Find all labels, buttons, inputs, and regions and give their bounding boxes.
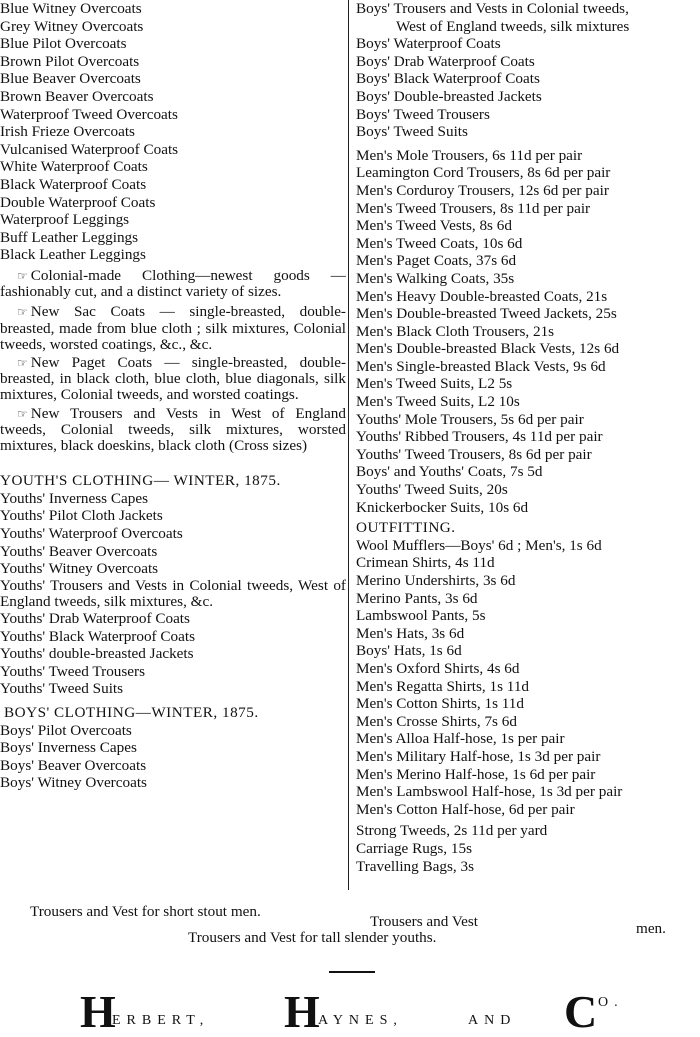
firm-name <box>72 985 632 1037</box>
list-item: Travelling Bags, 3s <box>356 857 474 875</box>
list-item: Men's Paget Coats, 37s 6d <box>356 252 517 270</box>
notice-paragraph: ☞ New Paget Coats — single-breasted, double-breasted, in black cloth, blue cloth, blue diagonals, silk mixtures, Colonial tweeds, and worsted coatings. <box>0 353 346 404</box>
list-item: Youths' double-breasted Jackets <box>0 645 194 663</box>
list-item: Men's Alloa Half-hose, 1s per pair <box>356 730 565 748</box>
misc-list <box>356 822 700 875</box>
outfitting-heading: OUTFITTING. <box>356 519 456 537</box>
list-item: Men's Cotton Half-hose, 6d per pair <box>356 800 575 818</box>
firm-word: ERBERT, <box>112 1013 210 1028</box>
list-item: Men's Double-breasted Tweed Jackets, 25s <box>356 305 617 323</box>
list-item: Men's Crosse Shirts, 7s 6d <box>356 712 517 730</box>
list-item: Youths' Tweed Trousers <box>0 662 146 680</box>
list-item: West of England tweeds, silk mixtures <box>396 17 630 35</box>
list-item: Brown Pilot Overcoats <box>0 52 140 70</box>
list-item: Men's Heavy Double-breasted Coats, 21s <box>356 287 608 305</box>
list-item: Youths' Tweed Suits <box>0 680 124 698</box>
youths-clothing-heading: YOUTH'S CLOTHING— WINTER, 1875. <box>0 472 281 490</box>
list-item: Boys' Trousers and Vests in Colonial tweeds, <box>356 0 629 17</box>
list-item: Waterproof Tweed Overcoats <box>0 105 178 123</box>
notice-paragraph: ☞ New Trousers and Vests in West of England tweeds, Colonial tweeds, silk mixtures, worsted mixtures, black doeskins, black cloth (Cross sizes) <box>0 404 346 454</box>
list-item: Men's Cotton Shirts, 1s 11d <box>356 695 524 713</box>
list-item: Youths' Black Waterproof Coats <box>0 627 196 645</box>
list-item: Men's Walking Coats, 35s <box>356 269 515 287</box>
list-item: Crimean Shirts, 4s 11d <box>356 554 495 572</box>
list-item: Vulcanised Waterproof Coats <box>0 140 179 158</box>
list-item: Boys' Double-breasted Jackets <box>356 87 542 105</box>
list-item: Men's Mole Trousers, 6s 11d per pair <box>356 146 583 164</box>
list-item: Double Waterproof Coats <box>0 193 156 211</box>
list-item: Waterproof Leggings <box>0 211 130 229</box>
list-item: Boys' Hats, 1s 6d <box>356 642 462 660</box>
list-item: Buff Leather Leggings <box>0 228 139 246</box>
footer-line: Trousers and Vest for tall slender youths. <box>188 929 437 946</box>
list-item: Blue Pilot Overcoats <box>0 35 127 53</box>
list-item: Men's Tweed Vests, 8s 6d <box>356 217 512 235</box>
list-item: Youths' Mole Trousers, 5s 6d per pair <box>356 410 584 428</box>
firm-word: O. <box>598 995 624 1010</box>
list-item: Boys' Witney Overcoats <box>0 774 147 792</box>
list-item: Youths' Tweed Trousers, 8s 6d per pair <box>356 445 592 463</box>
list-item: Boys' Pilot Overcoats <box>0 721 132 739</box>
footer-line: men. <box>636 920 666 937</box>
list-item: Men's Regatta Shirts, 1s 11d <box>356 677 530 695</box>
firm-word: AYNES, <box>318 1013 403 1028</box>
youths-list <box>0 490 346 698</box>
list-item: Youths' Trousers and Vests in Colonial tweeds, West of England tweeds, silk mixtures, &c. <box>0 576 346 610</box>
overcoat-list <box>0 0 346 264</box>
list-item: Merino Pants, 3s 6d <box>356 589 478 607</box>
list-item: Lambswool Pants, 5s <box>356 607 486 625</box>
list-item: Carriage Rugs, 15s <box>356 839 472 857</box>
left-column <box>0 0 346 792</box>
list-item: Youths' Ribbed Trousers, 4s 11d per pair <box>356 428 603 446</box>
list-item: Boys' Inverness Capes <box>0 739 137 757</box>
list-item: Men's Double-breasted Black Vests, 12s 6d <box>356 340 620 358</box>
list-item: Youths' Beaver Overcoats <box>0 542 158 560</box>
boys-right-list <box>356 35 700 141</box>
list-item: Men's Tweed Coats, 10s 6d <box>356 234 523 252</box>
list-item: Men's Oxford Shirts, 4s 6d <box>356 659 520 677</box>
list-item: Men's Black Cloth Trousers, 21s <box>356 322 555 340</box>
list-item: Boys' Waterproof Coats <box>356 35 501 53</box>
list-item: Boys' Tweed Suits <box>356 123 468 141</box>
list-item: Grey Witney Overcoats <box>0 17 144 35</box>
list-item: Men's Tweed Trousers, 8s 11d per pair <box>356 199 591 217</box>
list-item: Men's Lambswool Half-hose, 1s 3d per pair <box>356 783 623 801</box>
footer-line: Trousers and Vest <box>370 913 479 930</box>
list-item: Men's Merino Half-hose, 1s 6d per pair <box>356 765 596 783</box>
list-item: Men's Hats, 3s 6d <box>356 624 465 642</box>
column-divider <box>348 0 349 890</box>
outfitting-list <box>356 537 700 819</box>
boys-clothing-heading: BOYS' CLOTHING—WINTER, 1875. <box>4 704 259 722</box>
list-item: Boys' Tweed Trousers <box>356 105 490 123</box>
list-item: Knickerbocker Suits, 10s 6d <box>356 498 529 516</box>
list-item: Strong Tweeds, 2s 11d per yard <box>356 822 548 840</box>
list-item: Men's Tweed Suits, L2 10s <box>356 393 520 411</box>
mens-list <box>356 147 700 516</box>
list-item: White Waterproof Coats <box>0 158 148 176</box>
list-item: Youths' Pilot Cloth Jackets <box>0 507 163 525</box>
list-item: Youths' Waterproof Overcoats <box>0 524 183 542</box>
list-item: Leamington Cord Trousers, 8s 6d per pair <box>356 164 611 182</box>
list-item: Men's Military Half-hose, 1s 3d per pair <box>356 747 601 765</box>
list-item: Men's Corduroy Trousers, 12s 6d per pair <box>356 181 609 199</box>
list-item: Men's Single-breasted Black Vests, 9s 6d <box>356 357 606 375</box>
list-item: Black Waterproof Coats <box>0 175 147 193</box>
list-item: Men's Tweed Suits, L2 5s <box>356 375 513 393</box>
pointing-hand-icon: ☞ <box>17 305 28 320</box>
list-item: Youths' Tweed Suits, 20s <box>356 481 508 499</box>
list-item: Youths' Witney Overcoats <box>0 560 159 578</box>
notice-paragraph: ☞ Colonial-made Clothing—newest goods —fashionably cut, and a distinct variety of sizes. <box>0 266 346 301</box>
list-item: Boys' Beaver Overcoats <box>0 756 147 774</box>
list-item: Blue Witney Overcoats <box>0 0 142 17</box>
list-item: Wool Mufflers—Boys' 6d ; Men's, 1s 6d <box>356 536 602 554</box>
list-item: Blue Beaver Overcoats <box>0 70 141 88</box>
list-item: Brown Beaver Overcoats <box>0 87 154 105</box>
firm-initial: C <box>564 986 598 1037</box>
firm-initial: H <box>80 986 116 1037</box>
list-item: Youths' Drab Waterproof Coats <box>0 610 190 628</box>
list-item: Boys' Black Waterproof Coats <box>356 70 540 88</box>
firm-word: AND <box>468 1013 517 1028</box>
firm-initial: H <box>284 986 320 1037</box>
pointing-hand-icon: ☞ <box>17 268 28 283</box>
right-column <box>356 0 700 875</box>
pointing-hand-icon: ☞ <box>17 406 28 421</box>
notice-paragraph: ☞ New Sac Coats — single-breasted, double-breasted, made from blue cloth ; silk mixtures, Colonial tweeds, worsted coatings, &c., &c. <box>0 303 346 353</box>
footer-line: Trousers and Vest for short stout men. <box>30 903 261 920</box>
pointing-hand-icon: ☞ <box>17 355 28 370</box>
list-item: Irish Frieze Overcoats <box>0 123 135 141</box>
list-item: Merino Undershirts, 3s 6d <box>356 572 516 589</box>
list-item: Boys' Drab Waterproof Coats <box>356 52 535 70</box>
boys-list <box>0 722 346 792</box>
divider-rule <box>329 971 375 973</box>
list-item: Youths' Inverness Capes <box>0 489 149 507</box>
list-item: Boys' and Youths' Coats, 7s 5d <box>356 463 543 481</box>
list-item: Black Leather Leggings <box>0 246 146 264</box>
